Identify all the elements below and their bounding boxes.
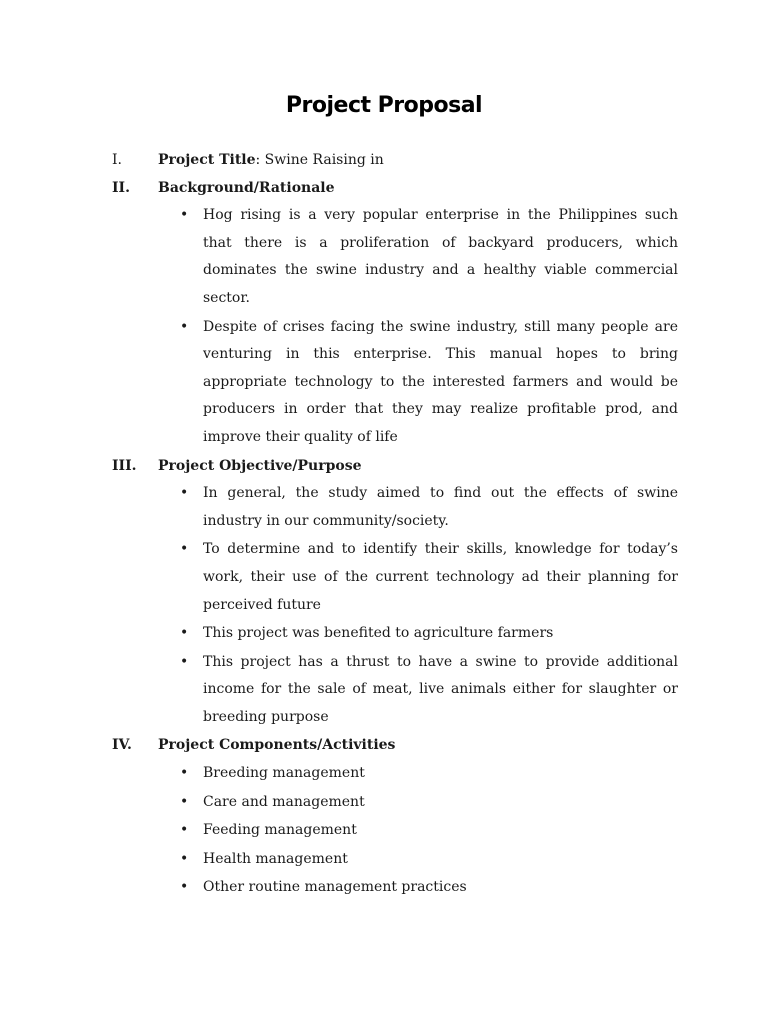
bullet-icon: • bbox=[180, 765, 189, 782]
section-numeral: I. bbox=[112, 152, 122, 168]
section-heading bbox=[112, 732, 678, 760]
bullet-icon: • bbox=[180, 850, 189, 867]
bullet-icon: • bbox=[180, 207, 189, 224]
section-label-suffix: : Swine Raising in bbox=[255, 152, 384, 168]
section-heading bbox=[112, 175, 678, 203]
section-label: Project Objective/Purpose bbox=[158, 457, 362, 474]
bullet-icon: • bbox=[180, 485, 189, 502]
bullet-icon: • bbox=[180, 541, 189, 558]
list-item: • Other routine management practices bbox=[203, 874, 678, 902]
section-label: Background/Rationale bbox=[158, 179, 335, 196]
bullet-icon: • bbox=[180, 318, 189, 335]
section-components-activities bbox=[112, 732, 678, 902]
section-heading bbox=[112, 147, 678, 175]
list-item: • In general, the study aimed to find out the effects of swine industry in our community/society. bbox=[203, 480, 678, 535]
section-objective-purpose bbox=[112, 453, 678, 732]
list-item: • To determine and to identify their skills, knowledge for today’s work, their use of the current technology ad their planning for perceived future bbox=[203, 536, 678, 619]
bullet-icon: • bbox=[180, 625, 189, 642]
bullet-list bbox=[112, 480, 678, 731]
list-item: • Feeding management bbox=[203, 817, 678, 845]
bullet-icon: • bbox=[180, 879, 189, 896]
section-numeral: III. bbox=[112, 457, 137, 474]
list-item: • Health management bbox=[203, 846, 678, 874]
section-background-rationale bbox=[112, 175, 678, 452]
document-body bbox=[112, 147, 678, 903]
bullet-list bbox=[112, 760, 678, 902]
section-label: Project Title bbox=[158, 152, 256, 168]
section-numeral: IV. bbox=[112, 737, 132, 754]
list-item: • Breeding management bbox=[203, 760, 678, 788]
bullet-list bbox=[112, 202, 678, 451]
list-item: • Despite of crises facing the swine industry, still many people are venturing in this enterprise. This manual hopes to bring appropriate technology to the interested farmers and would be producers in order that they may realize profitable prod, and improve their quality of life bbox=[203, 314, 678, 452]
list-item: • This project has a thrust to have a swine to provide additional income for the sale of meat, live animals either for slaughter or breeding purpose bbox=[203, 649, 678, 732]
section-numeral: II. bbox=[112, 179, 130, 196]
section-label: Project Components/Activities bbox=[158, 737, 396, 754]
bullet-icon: • bbox=[180, 653, 189, 670]
bullet-icon: • bbox=[180, 793, 189, 810]
bullet-icon: • bbox=[180, 822, 189, 839]
list-item: • This project was benefited to agriculture farmers bbox=[203, 620, 678, 648]
document-title: Project Proposal bbox=[285, 93, 483, 118]
list-item: • Hog rising is a very popular enterprise in the Philippines such that there is a proliferation of backyard producers, which dominates the swine industry and a healthy viable commercial sector. bbox=[203, 202, 678, 312]
section-project-title bbox=[112, 147, 678, 175]
list-item: • Care and management bbox=[203, 789, 678, 817]
section-heading bbox=[112, 453, 678, 481]
